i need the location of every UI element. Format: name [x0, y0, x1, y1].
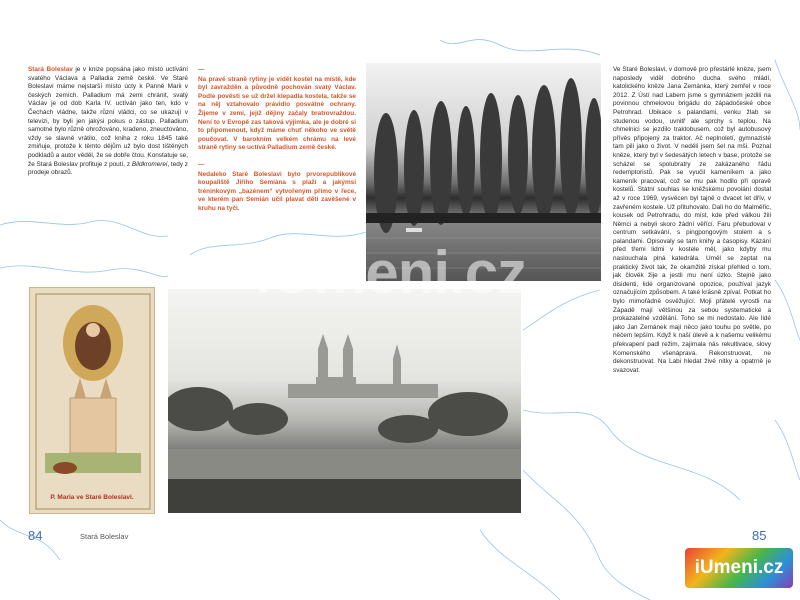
middle-text-column	[198, 66, 356, 222]
engraving-image	[168, 289, 521, 513]
italic-term: Bildkromerei	[131, 160, 168, 168]
brand-logo-text: iUmeni.cz	[694, 557, 784, 578]
section-dash: —	[198, 66, 205, 73]
page-number-left: 84	[28, 528, 43, 543]
watermark: iUmeni.cz	[255, 239, 527, 306]
left-paragraph-body: je v knize popsána jako místo uctívání svatého Václava a Palladia země české. Ve Staré Boleslavi máme nejstarší místo úcty k Panně Marii v českých zemích. Palladium má zemi chránit, svatý Václav je od dob Karla IV. uctíván jako ten, kdo v Čechách vládne, takže různí vládci, co se ukazují v televizi, by byli jen jakýsi pokus o zástup. Palladium samotné bylo různě ohrožováno, kradeno, zneuctováno, vždy se slavně vrátilo, což kniha z roku 1845 také zmiňuje, protože k těmto dějům už bylo dost tištěných podkladů a autor věděl, že se dobře čtou. Konstatuje se, že Stará Boleslav profituje z poutí, z	[28, 66, 188, 168]
left-paragraph	[28, 66, 188, 178]
lead-name: Stará Boleslav	[28, 66, 73, 73]
page-number-right: 85	[752, 528, 767, 543]
left-text-column	[28, 66, 188, 186]
brand-logo	[685, 548, 793, 588]
right-text-column	[613, 66, 771, 383]
left-paragraph-end: , tedy z prodeje obrazů.	[28, 160, 188, 177]
running-head: Stará Boleslav	[80, 532, 129, 541]
card-caption: P. Maria ve Staré Boleslavi.	[50, 494, 134, 501]
devotional-card-image	[29, 287, 155, 514]
middle-paragraph-2: Nedaleko Staré Boleslavi bylo prvorepublikové koupaliště Jiřího Semiána s plaží a jakýmsi tréninkovým „bazénem“ vytvořeným přímo v řece, ve kterém pan Semián učil plavat děti zavěšené v kruhu na tyči.	[198, 170, 356, 212]
section-dash-2: —	[198, 160, 205, 168]
right-paragraph: Ve Staré Boleslavi, v domově pro přestárlé kněze, jsem naposledy viděl dobrého ducha svého mládí, katolického kněze Jana Zemánka, který zemřel v roce 2012. Z Ústí nad Labem jsme s gymnáziem jezdili na povinnou chmelovou brigádu do západočeské obce Petrohrad. Ubikace s palandami, venku žlab se studenou vodou, uvnitř ale sprchy s teplou. Na chmelnici se jezdilo traktobusem, což byl autobusový přívěs připojený za traktor. Ač neplnoletí, gymnazisté tam pili jako o život. V neděli jsem šel na mši. Poznal kněze, který byl v šedesátých letech v base, protože se scházel se spolubratry ze zakázaného řádu redemptoristů. Pak se vyučil kameníkem a jako kameník pracoval, což se mu pak hodilo při opravě kostelů. Státní souhlas ke kněžskému povolání dostal až v roce 1969, vysvěcen byl tajně o dvacet let dřív, v zavřeném kostele. Už přituhovalo. Dali ho do Malměřic, kousek od Petrohradu, do míst, kde před válkou žili Němci a nebyli skoro žádní věřící. Faru přebudoval v centrum setkávání, s pingpongovým stolem a s palandami. Opisovaly se tam knihy a časopisy. Kázání před třemi lidmi v kostele měl, jako kdyby mu naslouchala plná katedrála. Uměl se zeptat na praktický život tak, že okamžitě získal přehled o tom, jak člověk žije a jestli mu není úzko. Stejně jako disidenti, lidé organizované opozice, používal jazyk označujícím způsobem. A také krásně zpíval. Potkat ho bylo mimořádně osvěžující. Moji přátelé vyrostli na Západě mají většinou za sebou systematické a prokazatelné vzdělání. Toho se mi nedostalo. Ale lidé jako Jan Zemánek mají něco jako touhu po světle, po něčem lepším. Když k naší úlevě a k našemu velikému překvapení padl režim, zajímala nás rekultivace, slovy Komenského všenáprava. Rekonstruovat, ne dekonstruovat. Na Labi hledat živé nitky a opatrně je svazovat.	[613, 66, 771, 374]
middle-paragraph-1: Na pravé straně rytiny je vidět kostel na místě, kde byl zavražděn a původně pochován svatý Václav. Podle pověsti se už držel klepadla kostela, takže se na něj vztahovalo právidlo posvátné ochrany. Žijeme v zemi, jejíž dějiny začaly bratrovraždou. Není to v Evropě zas taková výjimka, ale je dobré si to připomenout, když máme chuť někoho ve světě poučovat. V barokním velkém chrámu na levé straně rytiny se uctívá Palladium země české.	[198, 75, 356, 152]
